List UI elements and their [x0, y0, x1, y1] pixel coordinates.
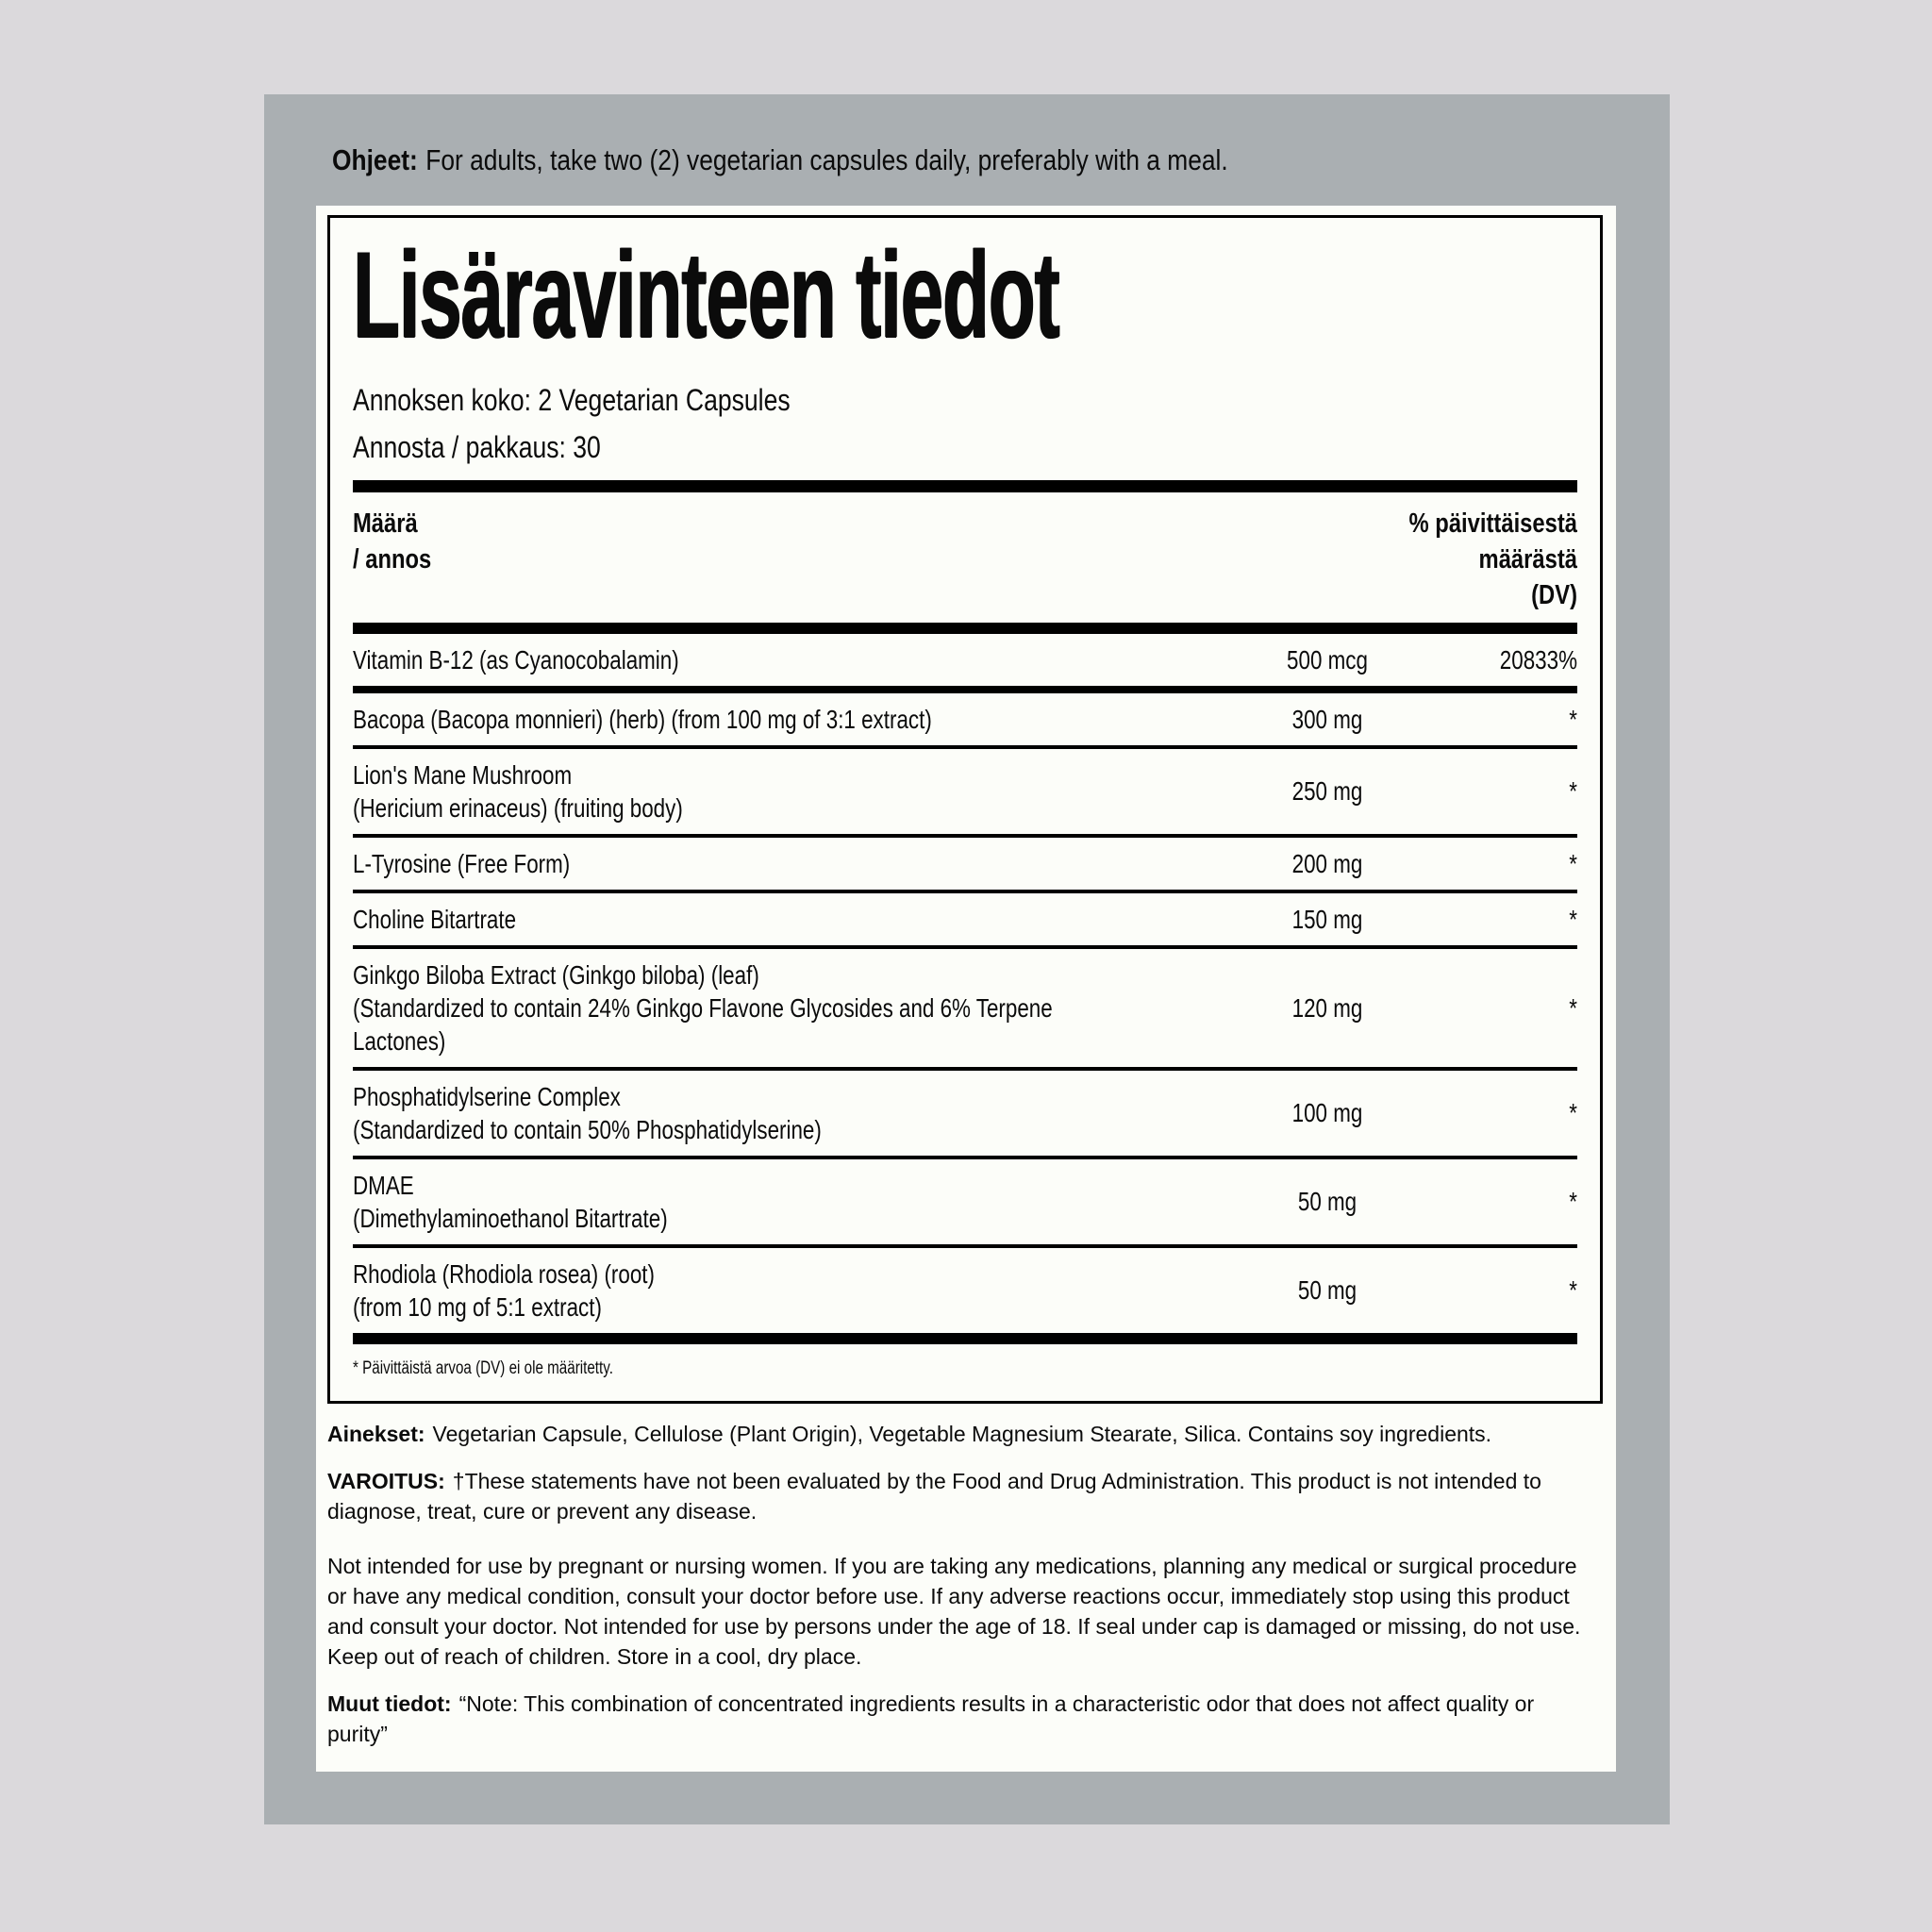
- thick-rule-top: [353, 480, 1577, 492]
- facts-footnote: * Päivittäistä arvoa (DV) ei ole määritetty.: [353, 1358, 613, 1378]
- ingredient-row: [353, 693, 1577, 749]
- ingredient-dv: *: [1569, 1187, 1577, 1216]
- ingredient-dv: 20833%: [1499, 644, 1577, 675]
- table-header-row: [353, 492, 1577, 623]
- other-info-text: “Note: This combination of concentrated ingredients results in a characteristic odor that does not affect quality or purity”: [327, 1691, 1535, 1746]
- directions-text: For adults, take two (2) vegetarian capsules daily, preferably with a meal.: [425, 143, 1228, 176]
- ingredient-amount: 500 mcg: [1287, 644, 1368, 675]
- ingredient-row: [353, 634, 1577, 693]
- ingredient-amount: 250 mg: [1291, 776, 1363, 806]
- ingredient-row: [353, 838, 1577, 893]
- warning-text: †These statements have not been evaluated by the Food and Drug Administration. This product is not intended to diagnose, treat, cure or prevent any disease.: [327, 1469, 1541, 1524]
- product-label-panel: [264, 94, 1670, 1824]
- ingredient-row: [353, 749, 1577, 838]
- ingredient-amount: 50 mg: [1297, 1187, 1357, 1216]
- ingredient-name: Lion's Mane Mushroom (Hericium erinaceus) (fruiting body): [353, 760, 683, 823]
- amount-header-line2: / annos: [353, 544, 432, 575]
- ingredient-row: [353, 1159, 1577, 1248]
- supplement-label-sheet: [316, 206, 1616, 1772]
- ingredients-paragraph: [327, 1419, 1599, 1449]
- facts-title: Lisäravinteen tiedot: [353, 225, 1059, 363]
- servings-per-container-line: Annosta / pakkaus: 30: [353, 430, 601, 464]
- serving-size-line: Annoksen koko: 2 Vegetarian Capsules: [353, 383, 791, 417]
- warning-paragraph: [327, 1466, 1599, 1526]
- supplement-facts-box: [327, 215, 1603, 1404]
- other-info-label: Muut tiedot:: [327, 1691, 452, 1716]
- ingredient-name: Vitamin B-12 (as Cyanocobalamin): [353, 645, 679, 675]
- amount-header-line1: Määrä: [353, 508, 418, 539]
- amount-column-header: [353, 506, 449, 577]
- directions-label: Ohjeet:: [332, 143, 418, 176]
- ingredient-dv: *: [1569, 992, 1577, 1023]
- ingredient-dv: *: [1569, 704, 1577, 734]
- ingredient-row: [353, 893, 1577, 949]
- ingredient-row: [353, 1071, 1577, 1159]
- ingredient-amount: 150 mg: [1291, 904, 1363, 934]
- ingredient-name: Phosphatidylserine Complex (Standardized to contain 50% Phosphatidylserine): [353, 1082, 822, 1144]
- ingredient-amount: 200 mg: [1291, 848, 1363, 878]
- ingredient-name: Ginkgo Biloba Extract (Ginkgo biloba) (leaf) (Standardized to contain 24% Ginkgo Flavone Glycosides and 6% Terpene Lactones): [353, 960, 1053, 1056]
- ingredient-row: [353, 949, 1577, 1071]
- ingredient-name: L-Tyrosine (Free Form): [353, 849, 571, 878]
- ingredient-name: DMAE (Dimethylaminoethanol Bitartrate): [353, 1171, 668, 1233]
- thick-rule-bottom: [353, 1333, 1577, 1344]
- directions-line: [332, 143, 1437, 177]
- dv-header-line1: % päivittäisestä: [1408, 508, 1577, 539]
- ingredient-amount: 50 mg: [1297, 1275, 1357, 1305]
- ingredients-text: Vegetarian Capsule, Cellulose (Plant Origin), Vegetable Magnesium Stearate, Silica. Contains soy ingredients.: [432, 1422, 1492, 1446]
- ingredient-dv: *: [1569, 776, 1577, 806]
- thick-rule-header: [353, 623, 1577, 634]
- ingredient-name: Rhodiola (Rhodiola rosea) (root) (from 10 mg of 5:1 extract): [353, 1259, 655, 1322]
- ingredient-name: Choline Bitartrate: [353, 905, 517, 934]
- ingredient-amount: 300 mg: [1291, 704, 1363, 734]
- ingredient-dv: *: [1569, 1098, 1577, 1127]
- dv-column-header: [1275, 506, 1577, 613]
- warning-label: VAROITUS:: [327, 1469, 445, 1493]
- ingredient-amount: 100 mg: [1291, 1098, 1363, 1127]
- caution-paragraph: Not intended for use by pregnant or nursing women. If you are taking any medications, planning any medical or surgical procedure or have any medical condition, consult your doctor before use. If any adverse reactions occur, immediately stop using this product and consult your doctor. Not intended for use by persons under the age of 18. If seal under cap is damaged or missing, do not use. Keep out of reach of children. Store in a cool, dry place.: [327, 1554, 1581, 1669]
- ingredient-dv: *: [1569, 848, 1577, 878]
- dv-header-line3: (DV): [1531, 580, 1577, 610]
- other-info-paragraph: [327, 1689, 1599, 1749]
- dv-header-line2: määrästä: [1478, 544, 1577, 575]
- ingredient-dv: *: [1569, 904, 1577, 934]
- ingredient-amount: 120 mg: [1291, 992, 1363, 1023]
- ingredient-row: [353, 1248, 1577, 1333]
- ingredient-name: Bacopa (Bacopa monnieri) (herb) (from 100 mg of 3:1 extract): [353, 705, 932, 734]
- ingredient-dv: *: [1569, 1275, 1577, 1305]
- ingredients-label: Ainekset:: [327, 1422, 425, 1446]
